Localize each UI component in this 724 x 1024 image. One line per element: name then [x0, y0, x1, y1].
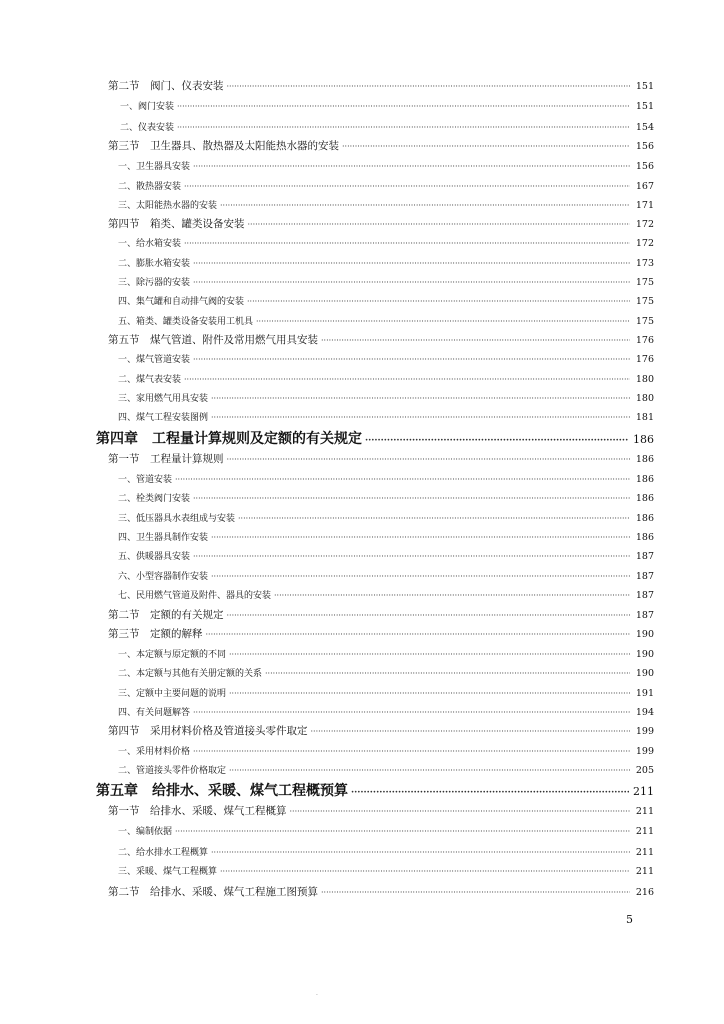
toc-entry-label: 四、卫生器具制作安装	[118, 533, 209, 543]
toc-entry-label: 第二节 给排水、采暖、煤气工程施工图预算	[108, 886, 318, 898]
toc-chapter-entry[interactable]	[96, 428, 654, 450]
leader-dots	[184, 234, 630, 253]
toc-entry-page: 216	[635, 887, 654, 898]
toc-entry-label: 三、定额中主要问题的说明	[118, 689, 227, 699]
toc-entry[interactable]	[118, 254, 654, 273]
toc-entry-page: 211	[633, 785, 654, 798]
leader-dots	[229, 684, 630, 703]
toc-entry-label: 三、低压器具水表组成与安装	[118, 514, 236, 524]
toc-entry-label: 一、本定额与原定额的不同	[118, 650, 227, 660]
toc-entry[interactable]	[118, 547, 654, 566]
toc-entry-page: 199	[635, 746, 654, 757]
toc-entry[interactable]	[108, 802, 654, 821]
toc-entry-label: 二、煤气表安装	[118, 375, 182, 385]
toc-entry[interactable]	[108, 883, 654, 902]
toc-entry[interactable]	[118, 664, 654, 683]
leader-dots	[184, 370, 630, 389]
toc-entry-page: 172	[635, 238, 654, 249]
toc-entry-label: 第四章 工程量计算规则及定额的有关规定	[96, 431, 362, 447]
toc-entry[interactable]	[118, 528, 654, 547]
toc-entry[interactable]	[118, 489, 654, 508]
toc-entry-page: 186	[635, 493, 654, 504]
toc-entry-label: 二、栓类阀门安装	[118, 494, 191, 504]
toc-entry-label: 第五节 煤气管道、附件及常用燃气用具安装	[108, 334, 318, 346]
leader-dots	[193, 489, 630, 508]
page-number: 5	[626, 913, 633, 926]
toc-entry[interactable]	[118, 470, 654, 489]
toc-entry-page: 175	[635, 277, 654, 288]
toc-entry-page: 211	[635, 806, 654, 817]
toc-entry-label: 一、管道安装	[118, 475, 173, 485]
toc-entry-page: 175	[635, 316, 654, 327]
toc-entry-label: 六、小型容器制作安装	[118, 572, 209, 582]
toc-entry[interactable]	[118, 370, 654, 389]
leader-dots	[229, 645, 630, 664]
toc-entry-page: 190	[635, 629, 654, 640]
toc-entry-label: 第五章 给排水、采暖、煤气工程概预算	[96, 783, 348, 799]
leader-dots	[227, 450, 631, 469]
toc-entry-label: 第二节 阀门、仪表安装	[108, 80, 224, 92]
toc-entry-page: 211	[635, 847, 654, 858]
toc-entry-page: 187	[635, 590, 654, 601]
toc-entry-page: 180	[635, 393, 654, 404]
leader-dots	[227, 606, 631, 625]
toc-entry-page: 154	[635, 122, 654, 133]
leader-dots	[177, 118, 630, 137]
toc-entry-page: 172	[635, 219, 654, 230]
toc-entry[interactable]	[118, 586, 654, 605]
toc-entry-page: 167	[635, 181, 654, 192]
toc-entry-label: 二、给水排水工程概算	[118, 848, 209, 858]
toc-entry[interactable]	[108, 331, 654, 350]
toc-entry[interactable]	[118, 292, 654, 311]
toc-entry[interactable]	[118, 177, 654, 196]
toc-entry-label: 三、太阳能热水器的安装	[118, 201, 218, 211]
toc-entry-label: 五、箱类、罐类设备安装用工机具	[118, 317, 254, 327]
leader-dots	[256, 312, 630, 331]
leader-dots	[220, 862, 630, 881]
toc-entry-page: 211	[635, 826, 654, 837]
toc-entry-label: 二、散热器安装	[118, 182, 182, 192]
leader-dots	[238, 509, 630, 528]
toc-entry-label: 一、煤气管道安装	[118, 355, 191, 365]
leader-dots	[211, 389, 630, 408]
leader-dots	[265, 664, 630, 683]
toc-entry-page: 186	[633, 433, 654, 446]
toc-entry-page: 156	[635, 161, 654, 172]
toc-entry[interactable]	[118, 157, 654, 176]
toc-entry-page: 171	[635, 200, 654, 211]
leader-dots	[351, 782, 629, 804]
toc-entry-page: 176	[635, 354, 654, 365]
toc-entry-label: 四、有关问题解答	[118, 708, 191, 718]
toc-entry-page: 191	[635, 688, 654, 699]
toc-entry[interactable]	[108, 450, 654, 469]
toc-entry-page: 151	[635, 81, 654, 92]
toc-entry-page: 190	[635, 668, 654, 679]
toc-entry[interactable]	[118, 509, 654, 528]
toc-entry[interactable]	[108, 606, 654, 625]
toc-entry[interactable]	[118, 350, 654, 369]
leader-dots	[193, 350, 630, 369]
leader-dots	[220, 196, 630, 215]
leader-dots	[193, 742, 630, 761]
toc-entry[interactable]	[108, 625, 654, 644]
toc-entry-page: 180	[635, 374, 654, 385]
leader-dots	[365, 430, 629, 452]
leader-dots	[321, 883, 630, 902]
toc-entry-label: 三、采暖、煤气工程概算	[118, 867, 218, 877]
toc-entry-label: 四、煤气工程安装图例	[118, 413, 209, 423]
toc-entry-label: 一、编制依据	[118, 827, 173, 837]
leader-dots	[274, 586, 630, 605]
toc-entry[interactable]	[118, 684, 654, 703]
toc-entry-label: 第二节 定额的有关规定	[108, 609, 224, 621]
toc-entry-label: 一、采用材料价格	[118, 747, 191, 757]
toc-entry-page: 186	[635, 513, 654, 524]
toc-entry[interactable]	[108, 137, 654, 156]
toc-entry-label: 二、管道接头零件价格取定	[118, 766, 227, 776]
leader-dots	[227, 77, 631, 96]
toc-entry[interactable]	[118, 761, 654, 780]
leader-dots	[193, 157, 630, 176]
leader-dots	[247, 292, 630, 311]
toc-entry-label: 一、卫生器具安装	[118, 162, 191, 172]
toc-entry-label: 七、民用燃气管道及附件、器具的安装	[118, 591, 272, 601]
toc-entry-page: 190	[635, 649, 654, 660]
leader-dots	[211, 528, 630, 547]
leader-dots	[175, 470, 630, 489]
toc-entry-label: 二、仪表安装	[120, 123, 175, 133]
toc-entry-label: 一、给水箱安装	[118, 239, 182, 249]
toc-entry-label: 二、膨胀水箱安装	[118, 259, 191, 269]
toc-entry-label: 四、集气罐和自动排气阀的安装	[118, 297, 245, 307]
leader-dots	[290, 802, 631, 821]
toc-entry[interactable]	[118, 312, 654, 331]
toc-entry-page: 181	[635, 412, 654, 423]
toc-entry[interactable]	[118, 822, 654, 841]
toc-entry[interactable]	[120, 97, 654, 116]
toc-entry[interactable]	[108, 77, 654, 96]
toc-entry-page: 194	[635, 707, 654, 718]
toc-entry[interactable]	[118, 862, 654, 881]
leader-dots	[193, 273, 630, 292]
leader-dots	[248, 215, 631, 234]
toc-entry-page: 151	[635, 101, 654, 112]
leader-dots	[175, 822, 630, 841]
toc-entry-page: 156	[635, 141, 654, 152]
leader-dots	[211, 567, 630, 586]
toc-entry-page: 176	[635, 335, 654, 346]
toc-chapter-entry[interactable]	[96, 780, 654, 802]
toc-entry-page: 173	[635, 258, 654, 269]
leader-dots	[321, 331, 630, 350]
leader-dots	[211, 408, 630, 427]
leader-dots	[206, 625, 631, 644]
leader-dots	[177, 97, 630, 116]
toc-entry[interactable]	[118, 567, 654, 586]
toc-entry-label: 一、阀门安装	[120, 102, 175, 112]
toc-entry-label: 二、本定额与其他有关册定额的关系	[118, 669, 263, 679]
scan-speck: ·	[316, 992, 318, 999]
toc-entry[interactable]	[120, 118, 654, 137]
leader-dots	[211, 843, 630, 862]
toc-entry[interactable]	[118, 843, 654, 862]
toc-entry-page: 187	[635, 610, 654, 621]
toc-entry[interactable]	[118, 703, 654, 722]
toc-entry-label: 第一节 工程量计算规则	[108, 453, 224, 465]
toc-entry[interactable]	[118, 234, 654, 253]
leader-dots	[311, 722, 631, 741]
toc-entry[interactable]	[118, 196, 654, 215]
toc-entry-page: 211	[635, 866, 654, 877]
toc-entry-page: 186	[635, 532, 654, 543]
leader-dots	[193, 254, 630, 273]
toc-entry[interactable]	[118, 273, 654, 292]
toc-entry-page: 175	[635, 296, 654, 307]
toc-entry-label: 第一节 给排水、采暖、煤气工程概算	[108, 805, 287, 817]
leader-dots	[184, 177, 630, 196]
toc-entry[interactable]	[118, 408, 654, 427]
toc-entry[interactable]	[108, 215, 654, 234]
toc-entry[interactable]	[118, 389, 654, 408]
leader-dots	[193, 547, 630, 566]
toc-entry-page: 186	[635, 454, 654, 465]
toc-entry-label: 第三节 卫生器具、散热器及太阳能热水器的安装	[108, 140, 339, 152]
toc-entry-page: 199	[635, 726, 654, 737]
toc-entry-page: 205	[635, 765, 654, 776]
toc-entry-label: 第四节 采用材料价格及管道接头零件取定	[108, 725, 308, 737]
toc-entry-label: 三、除污器的安装	[118, 278, 191, 288]
leader-dots	[193, 703, 630, 722]
toc-entry-label: 第三节 定额的解释	[108, 628, 203, 640]
toc-entry[interactable]	[118, 742, 654, 761]
toc-entry[interactable]	[118, 645, 654, 664]
toc-entry[interactable]	[108, 722, 654, 741]
toc-entry-page: 187	[635, 571, 654, 582]
toc-entry-label: 五、供暖器具安装	[118, 552, 191, 562]
toc-entry-page: 186	[635, 474, 654, 485]
toc-entry-page: 187	[635, 551, 654, 562]
leader-dots	[229, 761, 630, 780]
toc-entry-label: 三、家用燃气用具安装	[118, 394, 209, 404]
leader-dots	[342, 137, 630, 156]
toc-entry-label: 第四节 箱类、罐类设备安装	[108, 218, 245, 230]
